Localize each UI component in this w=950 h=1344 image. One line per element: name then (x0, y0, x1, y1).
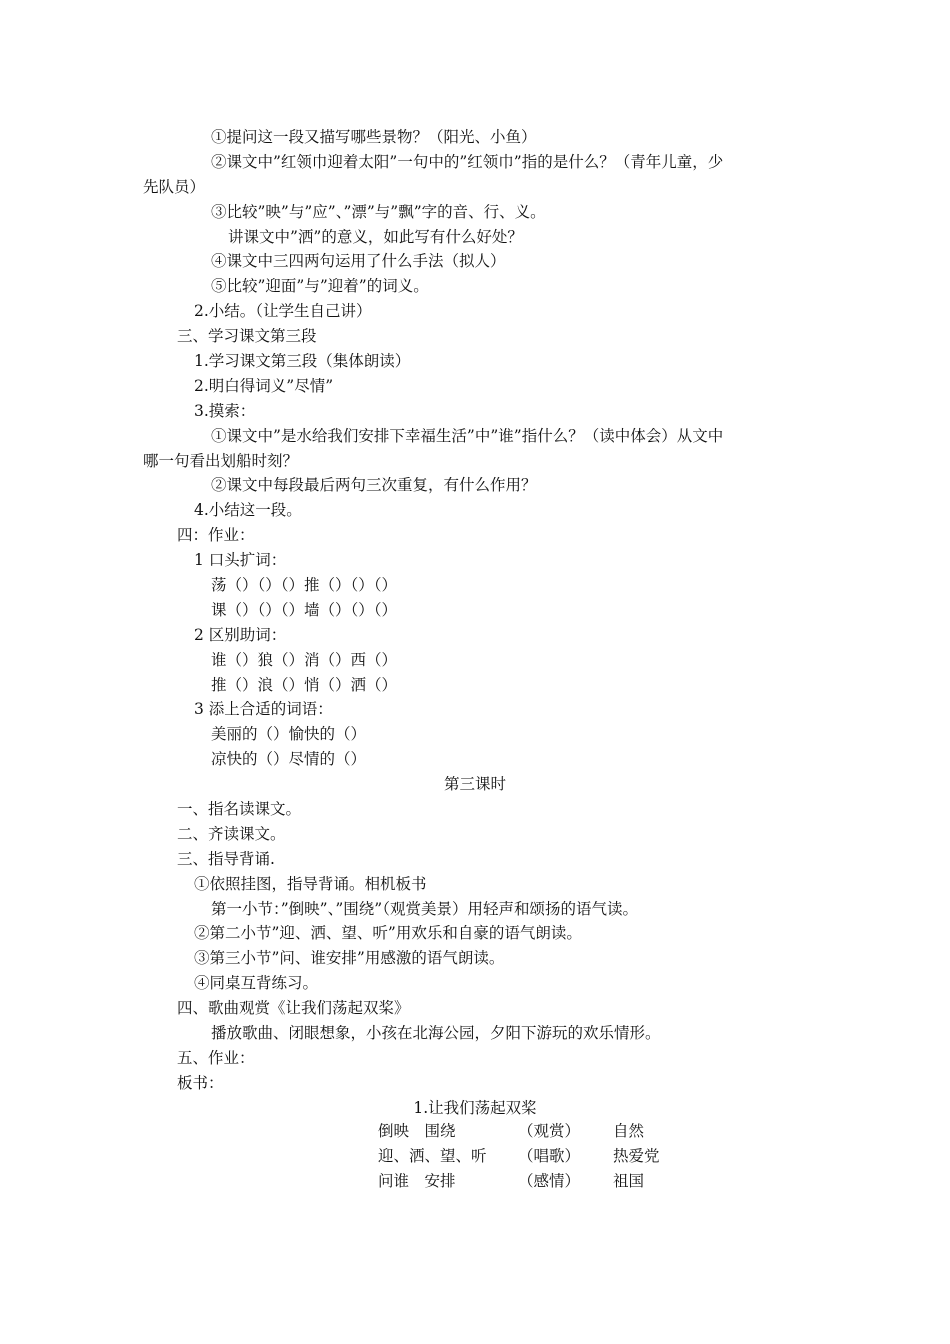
section-heading: 板书： (177, 1074, 224, 1092)
text-line: 第一小节：”倒映”、”围绕”（观赏美景）用轻声和颂扬的语气读。 (211, 900, 638, 918)
text-line: 美丽的（）愉快的（） (211, 725, 367, 743)
section-heading: 四、歌曲观赏《让我们荡起双桨》 (177, 999, 410, 1017)
text-line: 推（）浪（）悄（）洒（） (211, 676, 398, 694)
table-cell: 热爱党 (613, 1147, 660, 1165)
table-cell: （观赏） (518, 1122, 581, 1140)
text-line: ①课文中”是水给我们安排下幸福生活”中”谁”指什么？（读中体会）从文中 (211, 427, 724, 445)
text-line: 3.摸索： (194, 402, 256, 420)
text-line: ②课文中每段最后两句三次重复，有什么作用？ (211, 476, 537, 494)
text-line: 谁（）狼（）消（）西（） (211, 651, 398, 669)
text-line: ②课文中”红领巾迎着太阳”一句中的”红领巾”指的是什么？（青年儿童，少 (211, 153, 724, 171)
text-line: 3 添上合适的词语： (194, 700, 333, 718)
text-line: 讲课文中”洒”的意义，如此写有什么好处？ (228, 228, 523, 246)
text-line: 2.明白得词义”尽情” (194, 377, 334, 395)
table-cell: 迎、洒、望、听 (378, 1147, 487, 1165)
text-line: 荡（）（）（）推（）（）（） (211, 576, 398, 594)
text-line: 1.学习课文第三段（集体朗读） (194, 352, 411, 370)
text-line: 先队员） (143, 178, 206, 196)
section-heading: 二、齐读课文。 (177, 825, 286, 843)
text-line: 2.小结。（让学生自己讲） (194, 302, 372, 320)
text-line: 哪一句看出划船时刻？ (143, 452, 299, 470)
text-line: ④课文中三四两句运用了什么手法（拟人） (211, 252, 506, 270)
lesson-title: 第三课时 (443, 775, 506, 793)
table-cell: （感情） (518, 1172, 581, 1190)
table-cell: 自然 (613, 1122, 645, 1140)
text-line: ③比较”映”与”应”、”漂”与”飘”字的音、行、义。 (211, 203, 546, 221)
table-cell: 倒映 围绕 (378, 1122, 456, 1140)
section-heading: 三、指导背诵. (177, 850, 275, 868)
blackboard-table (378, 1121, 698, 1196)
text-line: ①提问这一段又描写哪些景物？（阳光、小鱼） (211, 128, 537, 146)
text-line: 4.小结这一段。 (194, 501, 302, 519)
section-heading: 三、学习课文第三段 (177, 327, 317, 345)
section-heading: 四：作业： (177, 526, 255, 544)
text-line: ④同桌互背练习。 (194, 974, 319, 992)
section-heading: 一、指名读课文。 (177, 800, 302, 818)
text-line: 课（）（）（）墙（）（）（） (211, 601, 398, 619)
text-line: ③第三小节”问、谁安排”用感激的语气朗读。 (194, 949, 505, 967)
section-heading: 五、作业： (177, 1049, 255, 1067)
text-line: 凉快的（）尽情的（） (211, 750, 367, 768)
text-line: 播放歌曲、闭眼想象，小孩在北海公园，夕阳下游玩的欢乐情形。 (211, 1024, 661, 1042)
text-line: ①依照挂图，指导背诵。相机板书 (194, 875, 427, 893)
table-row (378, 1121, 698, 1146)
text-line: 2 区别助词： (194, 626, 287, 644)
table-row (378, 1171, 698, 1196)
table-row (378, 1146, 698, 1171)
table-cell: 祖国 (613, 1172, 645, 1190)
text-line: ②第二小节”迎、洒、望、听”用欢乐和自豪的语气朗读。 (194, 924, 582, 942)
text-line: ⑤比较”迎面”与”迎着”的词义。 (211, 277, 429, 295)
table-cell: 问谁 安排 (378, 1172, 456, 1190)
board-title: 1.让我们荡起双桨 (413, 1099, 537, 1117)
table-cell: （唱歌） (518, 1147, 581, 1165)
text-line: 1 口头扩词： (194, 551, 287, 569)
